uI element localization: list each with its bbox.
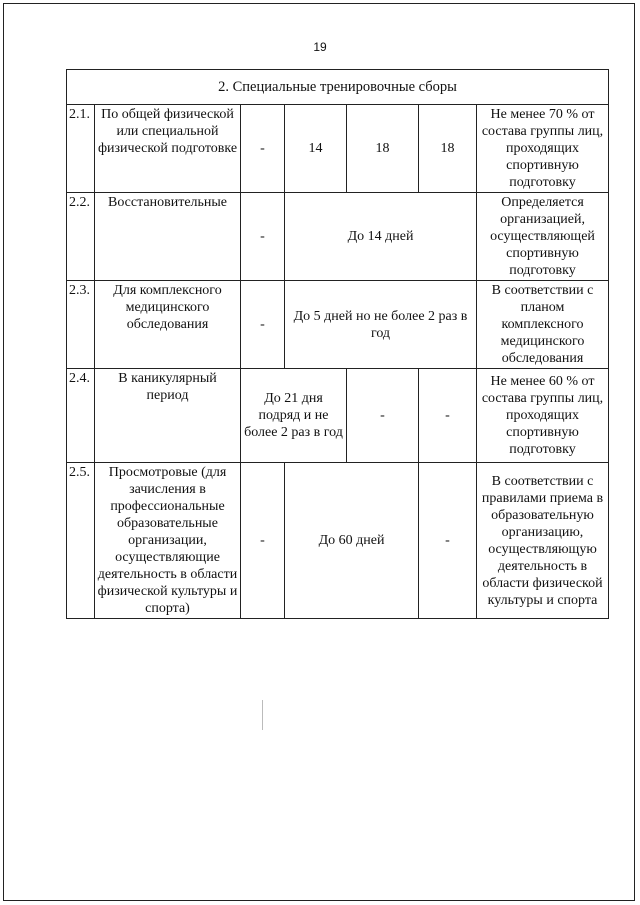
table-row	[67, 369, 609, 463]
cell-value: -	[241, 193, 285, 281]
row-number: 2.1.	[67, 105, 95, 193]
table-row	[67, 105, 609, 193]
row-note: Не менее 60 % от состава группы лиц, проходящих спортивную подготовку	[477, 369, 609, 463]
row-note: В соответствии с планом комплексного медицинского обследования	[477, 281, 609, 369]
cell-value: -	[347, 369, 419, 463]
cell-value: -	[241, 281, 285, 369]
row-name: Просмотровые (для зачисления в профессиональные образовательные организации, осуществляющие деятельность в области физической культуры и спорта)	[95, 463, 241, 619]
cell-merged-value: До 14 дней	[285, 193, 477, 281]
cell-value: 14	[285, 105, 347, 193]
row-number: 2.2.	[67, 193, 95, 281]
row-number: 2.5.	[67, 463, 95, 619]
cell-merged-value: До 60 дней	[285, 463, 419, 619]
scan-artifact	[262, 700, 263, 730]
cell-value: 18	[347, 105, 419, 193]
table-row	[67, 281, 609, 369]
row-note: Не менее 70 % от состава группы лиц, проходящих спортивную подготовку	[477, 105, 609, 193]
row-name: Для комплексного медицинского обследования	[95, 281, 241, 369]
page-number: 19	[313, 40, 327, 54]
cell-value: 18	[419, 105, 477, 193]
cell-merged-value: До 21 дня подряд и не более 2 раз в год	[241, 369, 347, 463]
row-number: 2.3.	[67, 281, 95, 369]
section-title: 2. Специальные тренировочные сборы	[67, 70, 609, 105]
row-name: Восстановительные	[95, 193, 241, 281]
cell-value: -	[419, 463, 477, 619]
cell-value: -	[241, 463, 285, 619]
cell-value: -	[419, 369, 477, 463]
table-row	[67, 193, 609, 281]
cell-value: -	[241, 105, 285, 193]
row-note: Определяется организацией, осуществляющей спортивную подготовку	[477, 193, 609, 281]
row-name: В каникулярный период	[95, 369, 241, 463]
row-note: В соответствии с правилами приема в образовательную организацию, осуществляющую деятельность в области физической культуры и спорта	[477, 463, 609, 619]
row-number: 2.4.	[67, 369, 95, 463]
table-row	[67, 463, 609, 619]
row-name: По общей физической или специальной физической подготовке	[95, 105, 241, 193]
cell-merged-value: До 5 дней но не более 2 раз в год	[285, 281, 477, 369]
training-camps-table	[66, 69, 609, 619]
section-header-row	[67, 70, 609, 105]
